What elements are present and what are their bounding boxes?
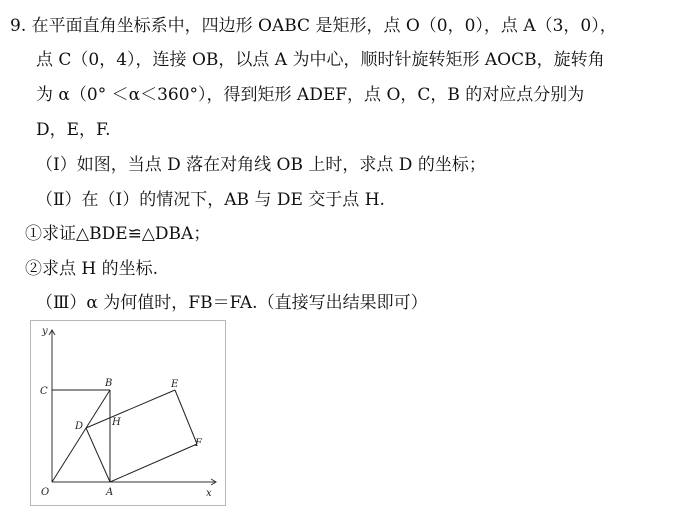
problem-line-1: 9. 在平面直角坐标系中，四边形 OABC 是矩形，点 O（0，0），点 A（3，0）， (10, 16, 617, 36)
question-part-1: （Ⅰ）如图，当点 D 落在对角线 OB 上时，求点 D 的坐标； (36, 155, 486, 175)
problem-line-2: 点 C（0，4），连接 OB，以点 A 为中心，顺时针旋转矩形 AOCB，旋转角 (36, 50, 605, 70)
question-part-2-sub-2: ②求点 H 的坐标. (25, 259, 159, 279)
diagonal-ob (52, 390, 110, 482)
question-part-2: （Ⅱ）在（Ⅰ）的情况下，AB 与 DE 交于点 H. (36, 190, 385, 210)
figure-svg (30, 320, 226, 506)
label-e: E (171, 379, 179, 390)
label-f: F (195, 438, 202, 449)
label-y: y (42, 326, 48, 337)
label-b: B (105, 378, 113, 389)
geometry-figure (30, 320, 226, 506)
question-part-3: （Ⅲ）α 为何值时，FB＝FA.（直接写出结果即可） (36, 293, 428, 313)
label-h: H (112, 417, 121, 428)
label-a: A (106, 487, 114, 498)
label-c: C (40, 386, 48, 397)
figure-frame (31, 321, 226, 506)
label-d: D (75, 421, 84, 432)
problem-line-3: 为 α（0° ＜α＜360°），得到矩形 ADEF，点 O，C，B 的对应点分别为 (36, 85, 585, 105)
segment-fa (110, 444, 197, 482)
segment-ad (86, 428, 110, 482)
question-part-2-sub-1: ①求证△BDE≌△DBA； (25, 224, 211, 244)
segment-de (86, 390, 175, 428)
label-x: x (206, 488, 212, 499)
segment-ef (175, 390, 197, 444)
problem-line-4: D，E，F. (36, 120, 111, 140)
label-o: O (41, 487, 50, 498)
